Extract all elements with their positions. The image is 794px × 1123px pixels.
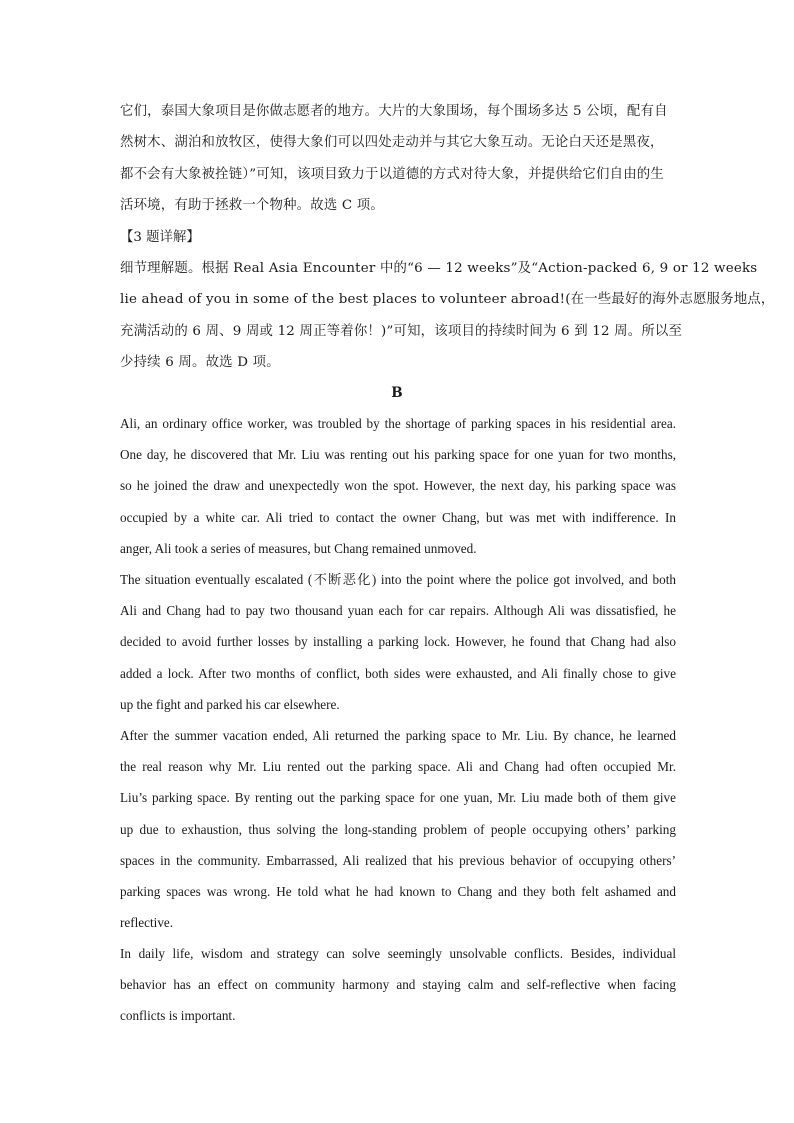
passage-paragraph-1 bbox=[120, 408, 676, 564]
section-letter: B bbox=[391, 385, 403, 401]
text-line: lie ahead of you in some of the best places to volunteer abroad!(在一些最好的海外志愿服务地点， bbox=[120, 292, 775, 308]
text-line: spaces in the community. Embarrassed, Ali realized that his previous behavior of occupying others’ bbox=[120, 852, 676, 868]
passage-paragraph-3 bbox=[120, 720, 676, 938]
text-line: Ali, an ordinary office worker, was troubled by the shortage of parking spaces in his residential area. bbox=[120, 416, 676, 431]
text-line: 都不会有大象被拴链）”可知，该项目致力于以道德的方式对待大象，并提供给它们自由的生 bbox=[120, 166, 664, 182]
question-3-heading: 【3 题详解】 bbox=[120, 230, 200, 245]
text-line: 细节理解题。根据 Real Asia Encounter 中的“6 — 12 weeks”及“Action-packed 6, 9 or 12 weeks bbox=[120, 261, 758, 276]
text-line: the real reason why Mr. Liu rented out the parking space. Ali and Chang had often occupied Mr. bbox=[120, 759, 676, 775]
text-line: up due to exhaustion, thus solving the long-standing problem of people occupying others’ parking bbox=[120, 821, 676, 837]
text-line: so he joined the draw and unexpectedly won the spot. However, the next day, his parking space was bbox=[120, 478, 676, 494]
text-line: One day, he discovered that Mr. Liu was renting out his parking space for one yuan for two months, bbox=[120, 447, 676, 463]
text-line: The situation eventually escalated (不断恶化) into the point where the police got involved, and both bbox=[120, 572, 676, 587]
passage-paragraph-4 bbox=[120, 938, 676, 1032]
text-line: conflicts is important. bbox=[120, 1008, 236, 1024]
text-line: 然树木、湖泊和放牧区，使得大象们可以四处走动并与其它大象互动。无论白天还是黑夜， bbox=[120, 135, 664, 151]
text-line: reflective. bbox=[120, 915, 174, 931]
text-line: added a lock. After two months of conflict, both sides were exhausted, and Ali finally chose to give bbox=[120, 665, 676, 681]
text-line: 充满活动的 6 周、9 周或 12 周正等着你！)”可知，该项目的持续时间为 6 到 12 周。所以至 bbox=[120, 323, 683, 339]
text-line: 少持续 6 周。故选 D 项。 bbox=[120, 355, 280, 371]
text-line: parking spaces was wrong. He told what he had known to Chang and they both felt ashamed and bbox=[120, 884, 676, 900]
text-line: After the summer vacation ended, Ali returned the parking space to Mr. Liu. By chance, he learned bbox=[120, 728, 676, 743]
text-line: behavior has an effect on community harmony and staying calm and self-reflective when facing bbox=[120, 977, 676, 993]
intro-explanation bbox=[120, 96, 676, 222]
text-line: In daily life, wisdom and strategy can solve seemingly unsolvable conflicts. Besides, individual bbox=[120, 946, 676, 961]
text-line: Liu’s parking space. By renting out the parking space for one yuan, Mr. Liu made both of them give bbox=[120, 790, 676, 806]
text-line: 它们，泰国大象项目是你做志愿者的地方。大片的大象围场，每个围场多达 5 公顷，配有自 bbox=[120, 104, 668, 119]
text-line: up the fight and parked his car elsewhere. bbox=[120, 696, 340, 712]
text-line: anger, Ali took a series of measures, but Chang remained unmoved. bbox=[120, 540, 477, 556]
question-3-explanation bbox=[120, 253, 775, 379]
text-line: 活环境，有助于拯救一个物种。故选 C 项。 bbox=[120, 198, 384, 214]
passage-paragraph-2 bbox=[120, 564, 676, 720]
text-line: Ali and Chang had to pay two thousand yuan each for car repairs. Although Ali was dissatisfied, he bbox=[120, 603, 676, 619]
text-line: decided to avoid further losses by installing a parking lock. However, he found that Chang had also bbox=[120, 634, 676, 650]
text-line: occupied by a white car. Ali tried to contact the owner Chang, but was met with indifference. In bbox=[120, 509, 676, 525]
